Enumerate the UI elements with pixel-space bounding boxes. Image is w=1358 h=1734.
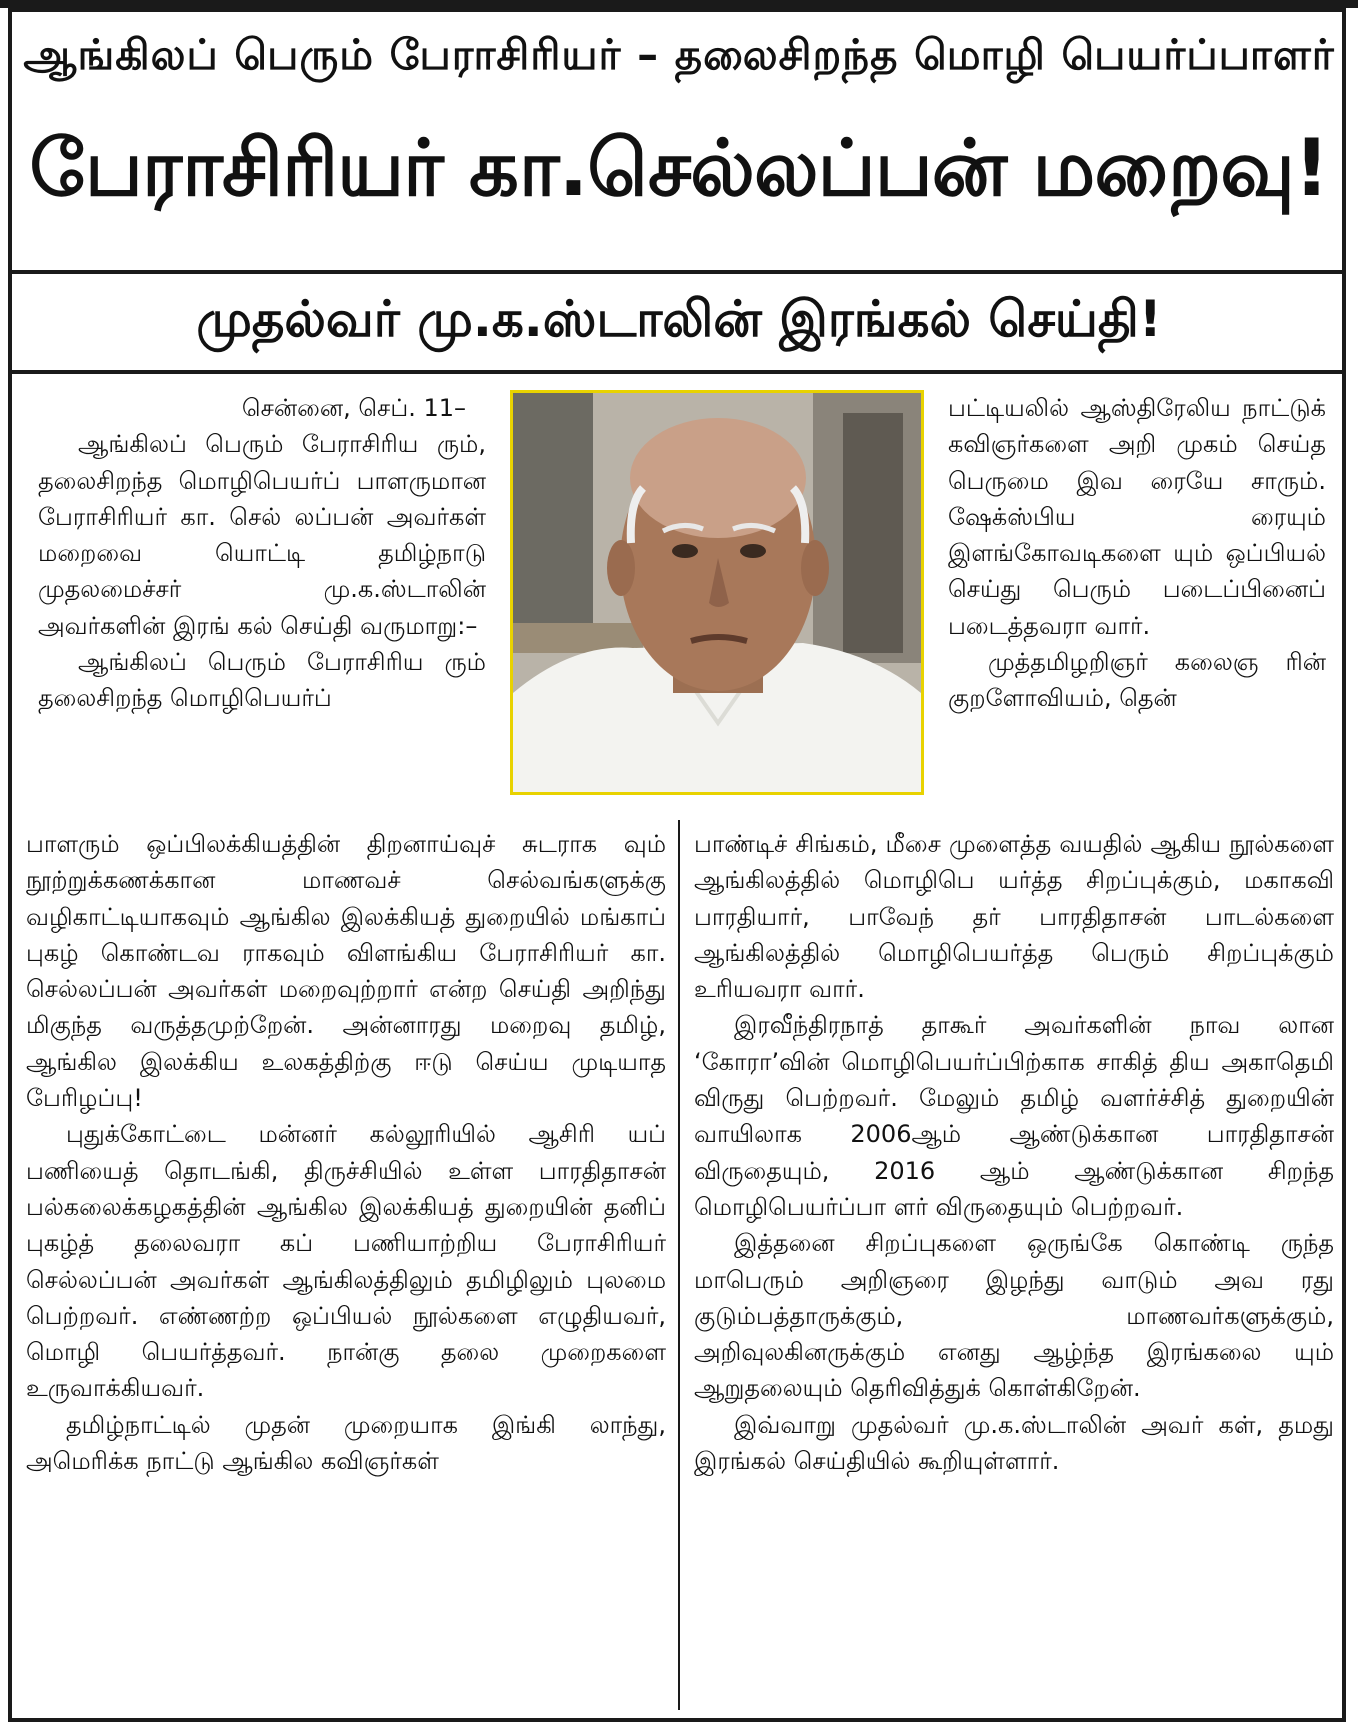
paragraph: முத்தமிழறிஞர் கலைஞ ரின் குறளோவியம், தென் — [948, 648, 1326, 713]
paragraph: புதுக்கோட்டை மன்னர் கல்லூரியில் ஆசிரி யப் பணியைத் தொடங்கி, திருச்சியில் உள்ள பாரதிதாசன் பல்கலைக்கழகத்தின் ஆங்கில இலக்கியத் துறையின் தனிப் புகழ்த் தலைவரா கப் பணியாற்றிய பேராசிரியர் செல்லப்பன் அவர்கள் ஆங்கிலத்திலும் தமிழிலும் புலமை பெற்றவர். எண்ணற்ற ஒப்பியல் நூல்களை எழுதியவர், மொழி பெயர்த்தவர். நான்கு தலை முறைகளை உருவாக்கியவர். — [26, 1120, 666, 1403]
dateline: சென்னை, செப். 11– — [241, 394, 466, 422]
portrait-illustration — [513, 393, 921, 792]
paragraph: இரவீந்திரநாத் தாகூர் அவர்களின் நாவ லான ‘கோரா’வின் மொழிபெயர்ப்பிற்காக சாகித் திய அகாதெமி விருது பெற்றவர். மேலும் தமிழ் வளர்ச்சித் துறையின் வாயிலாக 2006ஆம் ஆண்டுக்கான பாரதிதாசன் விருதையும், 2016 ஆம் ஆண்டுக்கான சிறந்த மொழிபெயர்ப்பா ளர் விருதையும் பெற்றவர். — [694, 1011, 1334, 1221]
top-border — [0, 0, 1358, 8]
paragraph: ஆங்கிலப் பெரும் பேராசிரிய ரும், தலைசிறந்த மொழிபெயர்ப் பாளருமான பேராசிரியர் கா. செல் லப்பன் அவர்கள் மறைவை யொட்டி தமிழ்நாடு முதலமைச்சர் மு.க.ஸ்டாலின் அவர்களின் இரங் கல் செய்தி வருமாறு:– — [38, 430, 486, 640]
right-narrow-column — [948, 390, 1326, 717]
portrait-photo — [510, 390, 924, 795]
paragraph: ஆங்கிலப் பெரும் பேராசிரிய ரும் தலைசிறந்த மொழிபெயர்ப் — [38, 648, 486, 713]
paragraph: பாண்டிச் சிங்கம், மீசை முளைத்த வயதில் ஆகிய நூல்களை ஆங்கிலத்தில் மொழிபெ யர்த்த சிறப்புக்கும், மகாகவி பாரதியார், பாவேந் தர் பாரதிதாசன் பாடல்களை ஆங்கிலத்தில் மொழிபெயர்த்த பெரும் சிறப்புக்கும் உரியவரா வார். — [694, 830, 1334, 1004]
right-column — [694, 826, 1334, 1479]
paragraph: இத்தனை சிறப்புகளை ஒருங்கே கொண்டி ருந்த மாபெரும் அறிஞரை இழந்து வாடும் அவ ரது குடும்பத்தாருக்கும், மாணவர்களுக்கும், அறிவுலகினருக்கும் எனது ஆழ்ந்த இரங்கலை யும் ஆறுதலையும் தெரிவித்துக் கொள்கிறேன். — [694, 1229, 1334, 1403]
kicker: ஆங்கிலப் பெரும் பேராசிரியர் – தலைசிறந்த மொழி பெயர்ப்பாளர் — [23, 30, 1335, 79]
paragraph: தமிழ்நாட்டில் முதன் முறையாக இங்கி லாந்து, அமெரிக்க நாட்டு ஆங்கில கவிஞர்கள் — [26, 1410, 666, 1476]
left-column — [26, 826, 666, 1479]
subheadline-box — [12, 274, 1346, 374]
column-divider — [678, 820, 680, 1710]
paragraph: பாளரும் ஒப்பிலக்கியத்தின் திறனாய்வுச் சுடராக வும் நூற்றுக்கணக்கான மாணவச் செல்வங்களுக்கு வழிகாட்டியாகவும் ஆங்கில இலக்கியத் துறையில் மங்காப் புகழ் கொண்டவ ராகவும் விளங்கிய பேராசிரியர் கா. செல்லப்பன் அவர்கள் மறைவுற்றார் என்ற செய்தி அறிந்து மிகுந்த வருத்தமுற்றேன். அன்னாரது மறைவு தமிழ், ஆங்கில இலக்கிய உலகத்திற்கு ஈடு செய்ய முடியாத பேரிழப்பு! — [26, 830, 666, 1113]
masthead — [12, 12, 1346, 274]
left-narrow-column — [38, 390, 486, 717]
headline: பேராசிரியர் கா.செல்லப்பன் மறைவு! — [29, 124, 1329, 214]
paragraph: பட்டியலில் ஆஸ்திரேலிய நாட்டுக் கவிஞர்களை அறி முகம் செய்த பெருமை இவ ரையே சாரும். ஷேக்ஸ்பிய ரையும் இளங்கோவடிகளை யும் ஒப்பியல் செய்து பெரும் படைப்பினைப் படைத்தவரா வார். — [948, 394, 1326, 640]
paragraph: இவ்வாறு முதல்வர் மு.க.ஸ்டாலின் அவர் கள், தமது இரங்கல் செய்தியில் கூறியுள்ளார். — [694, 1410, 1334, 1476]
subheadline: முதல்வர் மு.க.ஸ்டாலின் இரங்கல் செய்தி! — [196, 290, 1162, 348]
